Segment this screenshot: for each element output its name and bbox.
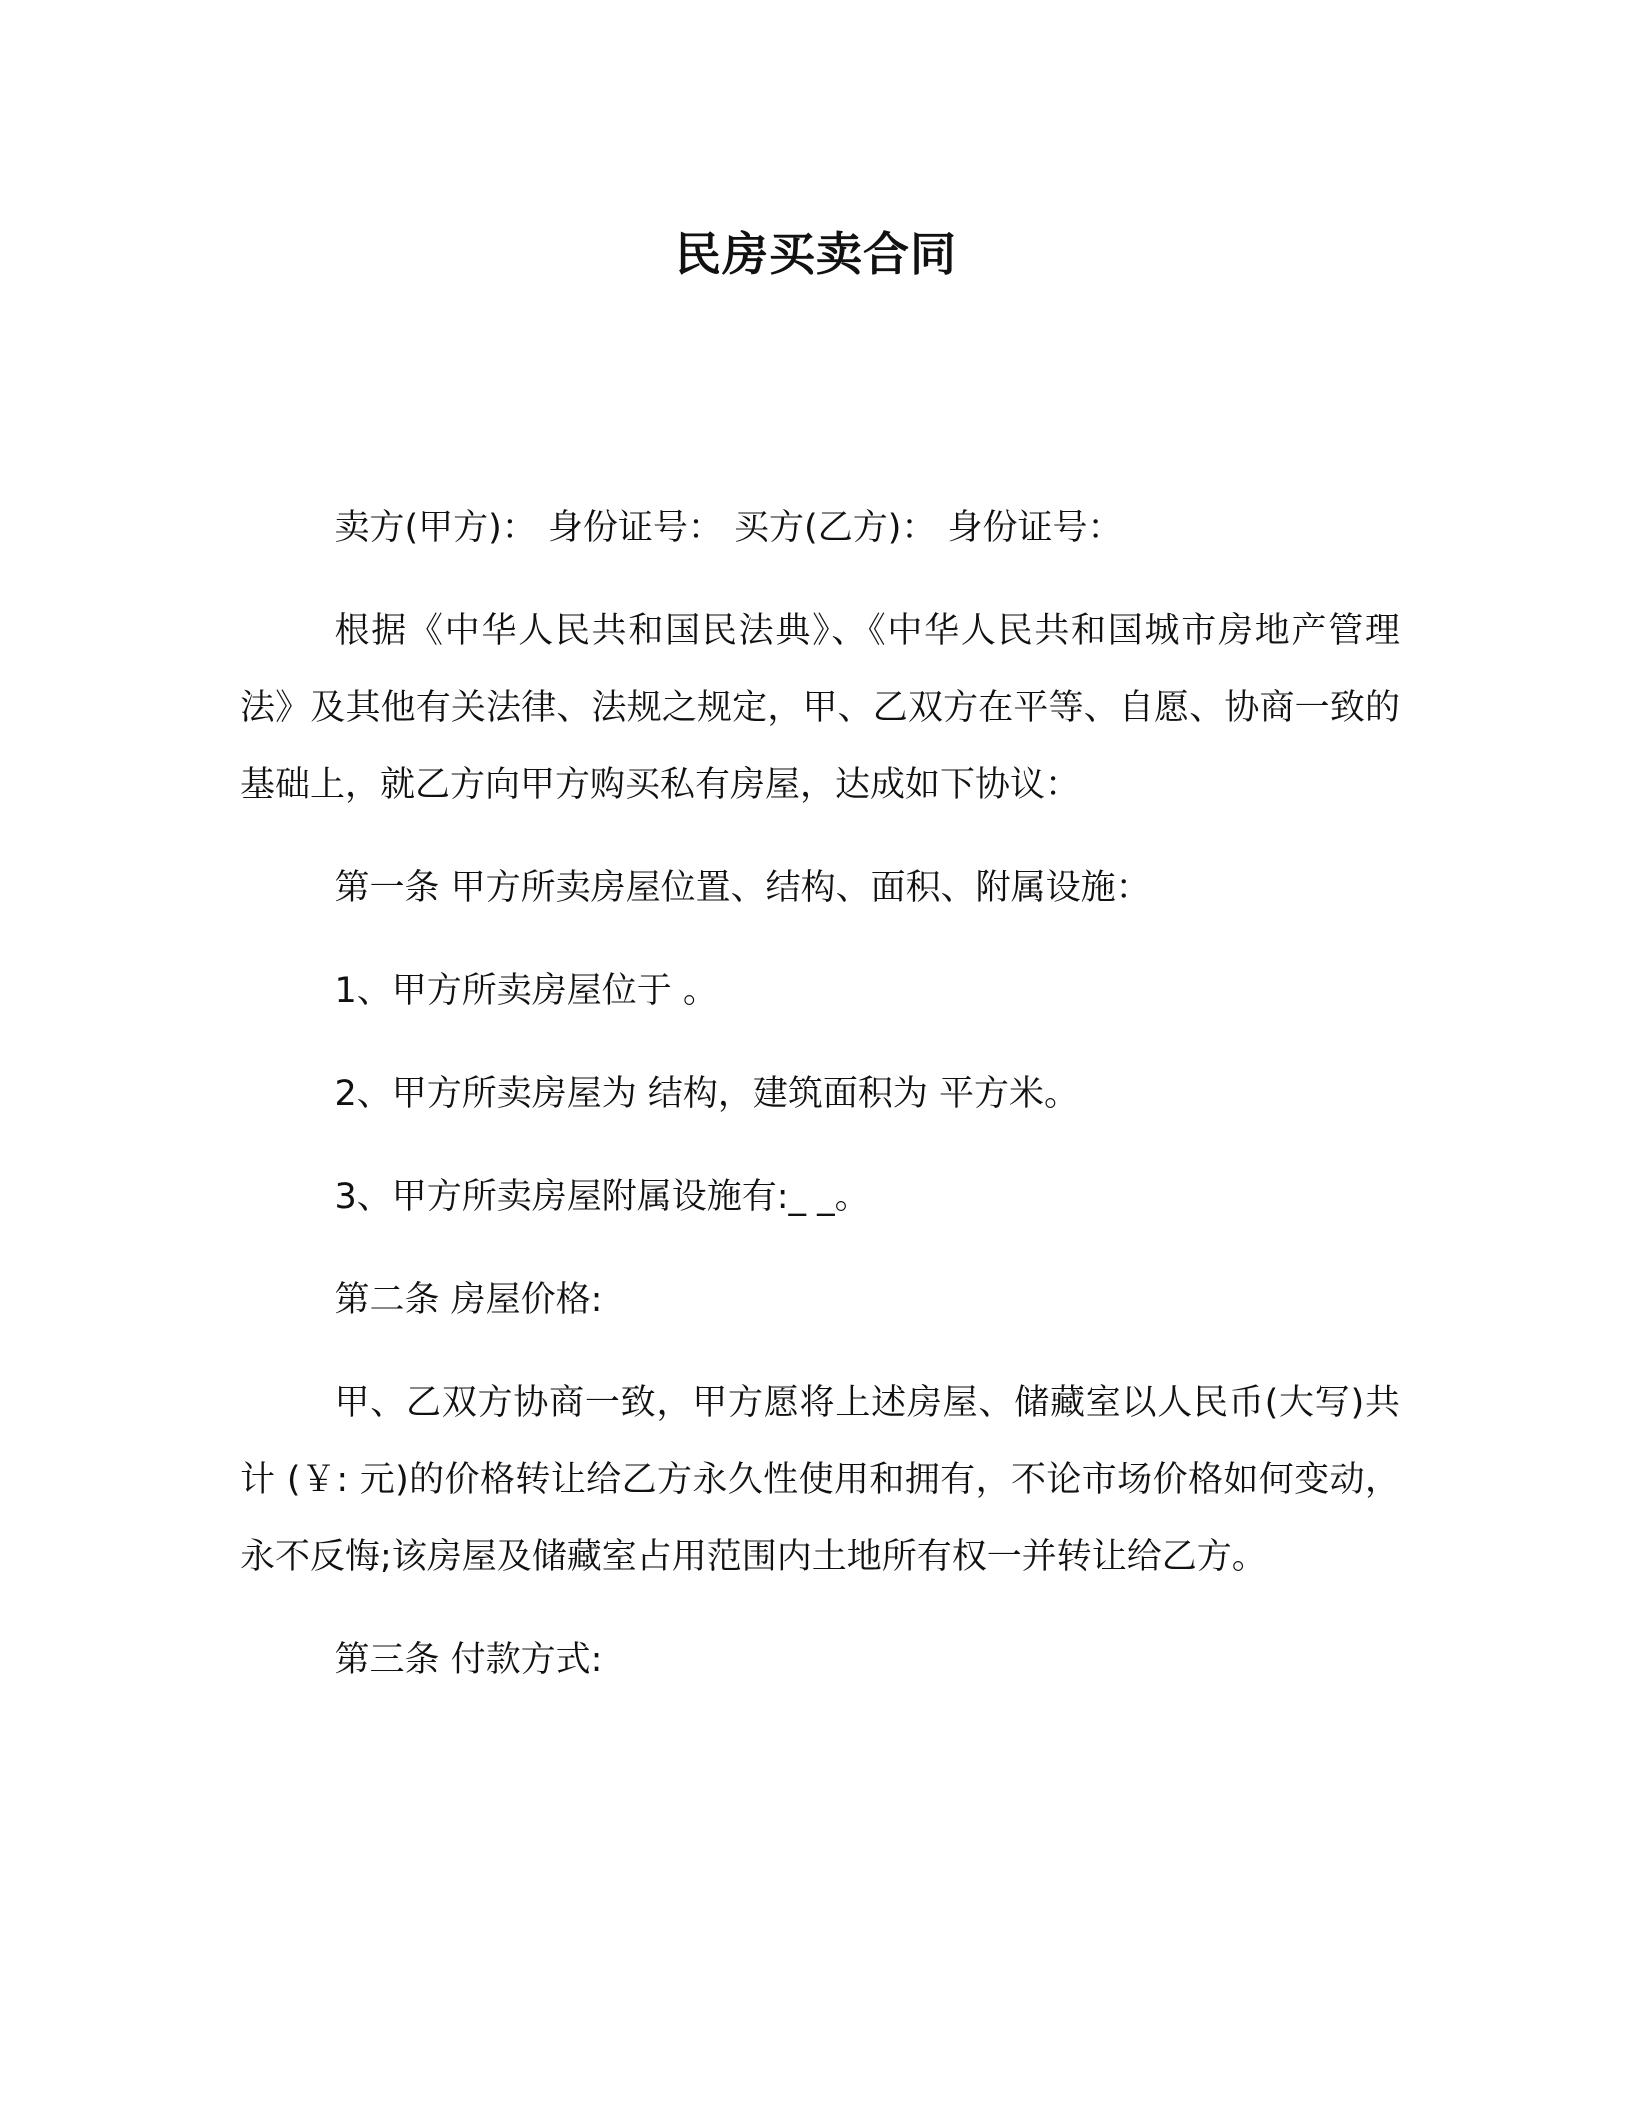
- article-1-item-3: 3、甲方所卖房屋附属设施有:_ _。: [334, 1177, 870, 1217]
- article-2-heading: 第二条 房屋价格:: [334, 1280, 603, 1320]
- preamble-paragraph: 根据《中华人民共和国民法典》、《中华人民共和国城市房地产管理法》及其他有关法律、法规之规定，甲、乙双方在平等、自愿、协商一致的基础上，就乙方向甲方购买私有房屋，达成如下协议：: [240, 611, 1400, 805]
- article-1-item-1: 1、甲方所卖房屋位于 。: [334, 971, 718, 1011]
- parties-line: 卖方(甲方)： 身份证号： 买方(乙方)： 身份证号：: [334, 508, 1123, 548]
- article-1-item-2: 2、甲方所卖房屋为 结构，建筑面积为 平方米。: [334, 1074, 1080, 1114]
- document-title: 民房买卖合同: [675, 227, 957, 281]
- article-3-heading: 第三条 付款方式:: [334, 1640, 603, 1680]
- document-body: [240, 490, 1400, 1725]
- article-2-body: 甲、乙双方协商一致，甲方愿将上述房屋、储藏室以人民币(大写)共计 (￥: 元)的价格转让给乙方永久性使用和拥有，不论市场价格如何变动，永不反悔;该房屋及储藏室占用范围内土地所有权一并转让给乙方。: [240, 1383, 1400, 1577]
- article-1-heading: 第一条 甲方所卖房屋位置、结构、面积、附属设施：: [334, 868, 1151, 908]
